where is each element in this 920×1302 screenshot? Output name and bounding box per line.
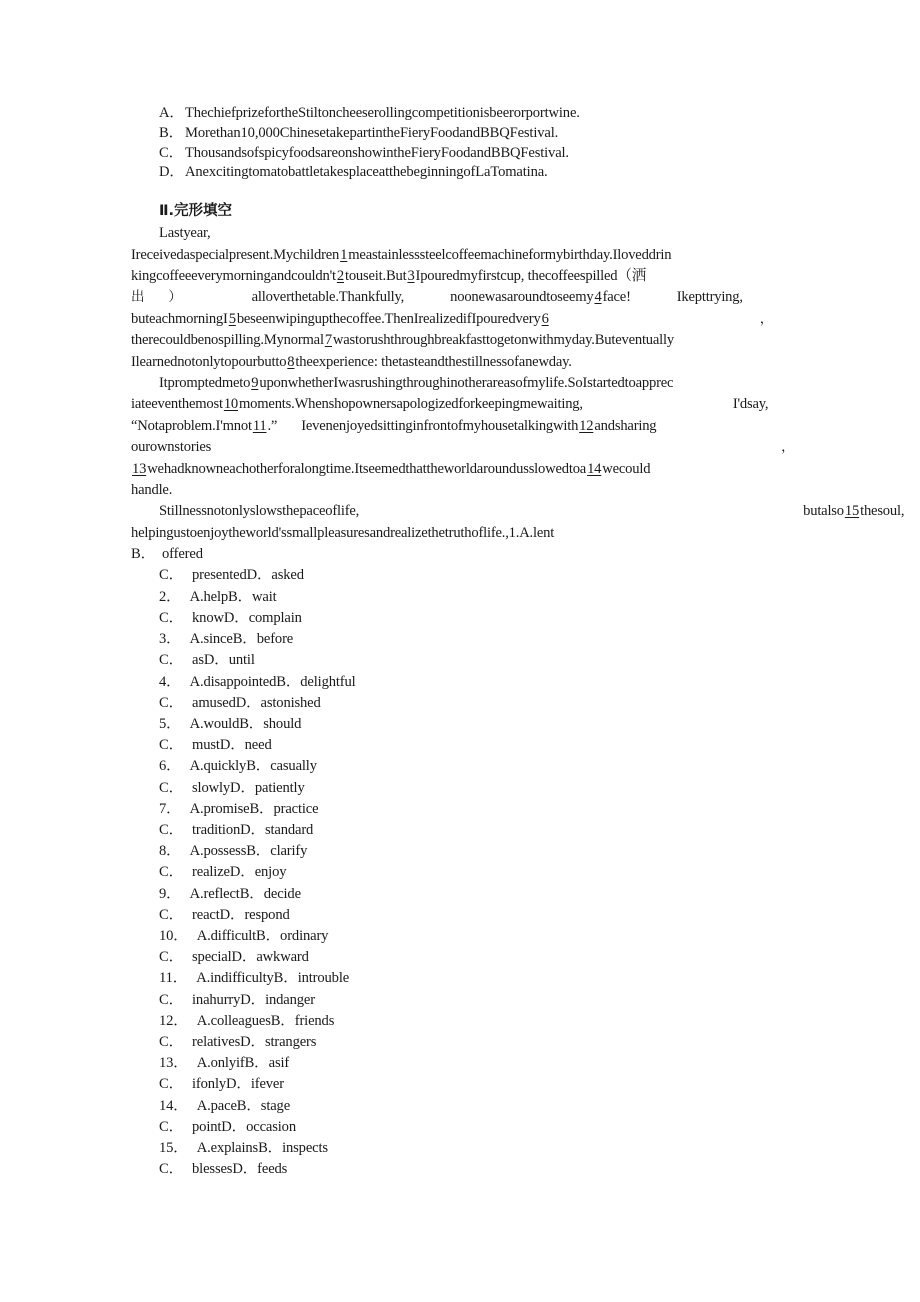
- passage-text: wehadknowneachotherforalongtime.Itseemedthattheworldaroundusslowedtoa: [147, 460, 587, 477]
- passage-text: kingcoffeeeverymorningandcouldn't: [131, 268, 336, 284]
- option-text: A.sinceB．before: [189, 631, 294, 648]
- passage-line-9: [131, 394, 791, 415]
- option-text: A.helpB．wait: [189, 588, 277, 605]
- option-text: A.difficultB．ordinary: [196, 927, 329, 944]
- cloze-blank-4[interactable]: 4: [594, 289, 602, 306]
- option-label: 12．: [159, 1012, 188, 1029]
- option-text: blessesD．feeds: [192, 1161, 288, 1178]
- statement-a: [131, 104, 791, 124]
- page-content: [131, 104, 905, 1180]
- option-label: B．: [131, 546, 156, 563]
- option-text: offered: [162, 546, 203, 563]
- passage-line-10: [131, 416, 791, 437]
- option-label: C．: [159, 779, 184, 796]
- passage-line-7: [131, 352, 791, 373]
- option-row[interactable]: [131, 1138, 791, 1159]
- option-row[interactable]: [131, 778, 791, 799]
- option-text: A.quicklyB．casually: [189, 758, 317, 775]
- option-row[interactable]: [131, 1117, 791, 1138]
- option-label: 2．: [159, 588, 181, 605]
- option-label: 15．: [159, 1139, 188, 1156]
- cloze-blank-6[interactable]: 6: [541, 310, 549, 327]
- option-label: 5．: [159, 715, 181, 732]
- statement-text-d: AnexcitingtomatobattletakesplaceatthebeginningofLaTomatina.: [185, 164, 548, 181]
- passage-text: wastorushthroughbreakfasttogetonwithmyday.Buteventually: [332, 332, 674, 349]
- option-text: A.colleaguesB．friends: [196, 1012, 335, 1029]
- option-row[interactable]: [131, 756, 791, 777]
- cloze-blank-9[interactable]: 9: [251, 375, 259, 392]
- passage-text: Lastyear,: [159, 225, 211, 242]
- option-label: C．: [159, 864, 184, 881]
- cloze-blank-1[interactable]: 1: [340, 246, 348, 263]
- option-text: ifonlyD．ifever: [192, 1076, 284, 1093]
- option-label: 14．: [159, 1097, 188, 1114]
- cloze-blank-14[interactable]: 14: [587, 460, 602, 477]
- passage-text: handle.: [131, 482, 173, 499]
- cloze-blank-12[interactable]: 12: [579, 417, 594, 434]
- passage-line-14: [131, 501, 905, 522]
- option-label: C．: [159, 1118, 184, 1135]
- option-text: A.wouldB．should: [189, 715, 302, 732]
- option-label: 13．: [159, 1055, 188, 1072]
- option-row[interactable]: [131, 968, 791, 989]
- cloze-blank-3[interactable]: 3: [407, 268, 415, 284]
- passage-text: touseit.But: [344, 268, 407, 284]
- passage-text-cjk: 出: [131, 289, 145, 306]
- option-text: reactD．respond: [192, 906, 290, 923]
- option-label: C．: [159, 737, 184, 754]
- option-row[interactable]: [131, 884, 791, 905]
- passage-line-4: [131, 287, 791, 308]
- passage-line-8: [131, 373, 791, 394]
- passage-line-1: [131, 223, 791, 244]
- option-text: amusedD．astonished: [192, 694, 321, 711]
- passage-line-6: [131, 330, 791, 351]
- option-label: 10．: [159, 927, 188, 944]
- option-row[interactable]: [131, 947, 791, 968]
- passage-line-5: [131, 309, 791, 330]
- passage-text: face!: [602, 289, 631, 306]
- statement-text-c: ThousandsofspicyfoodsareonshowintheFieryFoodandBBQFestival.: [185, 144, 569, 161]
- option-text: A.paceB．stage: [196, 1097, 291, 1114]
- option-text: A.onlyifB．asif: [196, 1055, 290, 1072]
- statement-marker-a: A．: [159, 105, 184, 121]
- option-row[interactable]: [131, 650, 791, 671]
- option-label: C．: [159, 1076, 184, 1093]
- passage-text-cjk: ）: [168, 289, 182, 306]
- passage-line-15: [131, 523, 791, 544]
- statement-text-a: ThechiefprizefortheStiltoncheeserollingcompetitionisbeerorportwine.: [185, 105, 580, 121]
- passage-text: alloverthetable.Thankfully,: [251, 289, 405, 306]
- option-row[interactable]: [131, 629, 791, 650]
- option-text: A.possessB．clarify: [189, 843, 308, 860]
- passage-text: Ireceivedaspecialpresent.Mychildren: [131, 246, 340, 263]
- passage-text: noonewasaroundtoseemy: [450, 289, 594, 306]
- option-row[interactable]: [131, 1032, 791, 1053]
- cloze-blank-5[interactable]: 5: [228, 310, 236, 327]
- passage-text: .”: [267, 417, 278, 434]
- option-row[interactable]: [131, 544, 791, 565]
- option-row[interactable]: [131, 1011, 791, 1032]
- option-label: C．: [159, 991, 184, 1008]
- option-row[interactable]: [131, 862, 791, 883]
- passage-text: andsharing: [594, 417, 657, 434]
- option-text: A.reflectB．decide: [189, 885, 301, 902]
- option-text: slowlyD．patiently: [192, 779, 305, 796]
- passage-text: uponwhetherIwasrushingthroughinotherareasofmylife.SoIstartedtoapprec: [259, 375, 674, 392]
- multiple-choice-statements: [131, 104, 791, 183]
- option-text: specialD．awkward: [192, 949, 309, 966]
- option-row[interactable]: [131, 608, 791, 629]
- option-row[interactable]: [131, 714, 791, 735]
- option-row[interactable]: [131, 565, 791, 586]
- option-row[interactable]: [131, 735, 791, 756]
- cloze-passage: [131, 223, 905, 544]
- option-row[interactable]: [131, 820, 791, 841]
- option-row[interactable]: [131, 1053, 791, 1074]
- option-label: 6．: [159, 758, 181, 775]
- option-text: mustD．need: [192, 737, 272, 754]
- passage-text: therecouldbenospilling.Mynormal: [131, 332, 324, 349]
- option-text: A.promiseB．practice: [189, 800, 319, 817]
- option-row[interactable]: [131, 1074, 791, 1095]
- passage-text: butalso: [803, 503, 844, 520]
- cloze-blank-11[interactable]: 11: [252, 417, 267, 434]
- cloze-blank-8[interactable]: 8: [287, 353, 295, 370]
- passage-line-3: [131, 266, 791, 287]
- option-text: inahurryD．indanger: [192, 991, 315, 1008]
- option-text: presentedD．asked: [192, 567, 304, 584]
- option-label: C．: [159, 1033, 184, 1050]
- cloze-blank-15[interactable]: 15: [844, 503, 860, 520]
- passage-text: “Notaproblem.I'mnot: [131, 417, 252, 434]
- section-heading-cloze: Ⅱ.完形填空: [159, 203, 233, 220]
- passage-text: Itpromptedmeto: [159, 375, 251, 392]
- option-label: C．: [159, 567, 184, 584]
- passage-text: Stillnessnotonlyslowsthepaceoflife,: [159, 503, 360, 520]
- passage-text: I'dsay,: [732, 396, 769, 413]
- option-label: C．: [159, 652, 184, 669]
- option-row[interactable]: [131, 1159, 791, 1180]
- option-text: relativesD．strangers: [192, 1033, 317, 1050]
- option-row[interactable]: [131, 587, 791, 608]
- option-label: C．: [159, 906, 184, 923]
- statement-b: [131, 124, 791, 144]
- passage-text: theexperience: thetasteandthestillnessofanewday.: [295, 353, 572, 370]
- statement-d: [131, 163, 791, 183]
- option-label: C．: [159, 1161, 184, 1178]
- option-label: 11．: [159, 970, 188, 987]
- option-row[interactable]: [131, 693, 791, 714]
- passage-text: beseenwipingupthecoffee.ThenIrealizedifIpouredvery: [236, 310, 541, 327]
- option-text: realizeD．enjoy: [192, 864, 287, 881]
- passage-line-11: [131, 437, 795, 458]
- passage-text: Ievenenjoyedsittinginfrontofmyhousetalkingwith: [301, 417, 579, 434]
- option-row[interactable]: [131, 799, 791, 820]
- option-row[interactable]: [131, 926, 791, 947]
- cloze-blank-2[interactable]: 2: [336, 268, 344, 284]
- statement-marker-d: D．: [159, 164, 184, 181]
- statement-text-b: Morethan10,000ChinesetakepartintheFieryFoodandBBQFestival.: [185, 124, 559, 141]
- option-text: traditionD．standard: [192, 821, 314, 838]
- option-label: C．: [159, 949, 184, 966]
- passage-text: meastainlesssteelcoffeemachineformybirthday.Iloveddrin: [348, 246, 672, 263]
- statement-marker-c: C．: [159, 144, 184, 161]
- passage-text: Ikepttrying,: [676, 289, 743, 306]
- option-row[interactable]: [131, 905, 791, 926]
- option-text: pointD．occasion: [192, 1118, 296, 1135]
- passage-line-2: [131, 245, 791, 266]
- passage-text: iateeventhemost: [131, 396, 223, 413]
- passage-line-13: [131, 480, 791, 501]
- passage-text: ourownstories: [131, 439, 212, 456]
- option-label: 3．: [159, 631, 181, 648]
- option-label: 7．: [159, 800, 181, 817]
- option-text: A.disappointedB．delightful: [189, 673, 356, 690]
- option-row[interactable]: [131, 1096, 791, 1117]
- option-label: 8．: [159, 843, 181, 860]
- answer-options-list: [131, 544, 791, 1180]
- option-label: C．: [159, 694, 184, 711]
- passage-line-12: [131, 459, 791, 480]
- option-text: A.explainsB．inspects: [196, 1139, 328, 1156]
- passage-text: thesoul,: [860, 503, 905, 520]
- passage-text: wecould: [602, 460, 651, 477]
- passage-text: buteachmorningI: [131, 310, 228, 327]
- option-label: 4．: [159, 673, 181, 690]
- passage-text: helpingustoenjoytheworld'ssmallpleasuresandrealizethetruthoflife.,1.A.lent: [131, 524, 555, 541]
- option-label: 9．: [159, 885, 181, 902]
- option-text: asD．until: [192, 652, 255, 669]
- option-row[interactable]: [131, 990, 791, 1011]
- statement-marker-b: B．: [159, 124, 184, 141]
- cloze-blank-10[interactable]: 10: [223, 396, 239, 413]
- option-label: C．: [159, 821, 184, 838]
- cloze-blank-7[interactable]: 7: [324, 332, 332, 349]
- option-row[interactable]: [131, 672, 791, 693]
- cloze-blank-13[interactable]: 13: [132, 460, 147, 477]
- passage-text-cjk: ，: [759, 310, 773, 327]
- statement-c: [131, 144, 791, 164]
- passage-text: Ipouredmyfirstcup, thecoffeespilled（洒: [415, 268, 647, 284]
- option-row[interactable]: [131, 841, 791, 862]
- option-label: C．: [159, 609, 184, 626]
- passage-text: Ilearnednotonlytopourbutto: [131, 353, 287, 370]
- option-text: knowD．complain: [192, 609, 302, 626]
- passage-text-cjk: ，: [781, 439, 795, 456]
- passage-text: moments.Whenshopownersapologizedforkeepingmewaiting,: [239, 396, 583, 413]
- option-text: A.indifficultyB．introuble: [196, 970, 350, 987]
